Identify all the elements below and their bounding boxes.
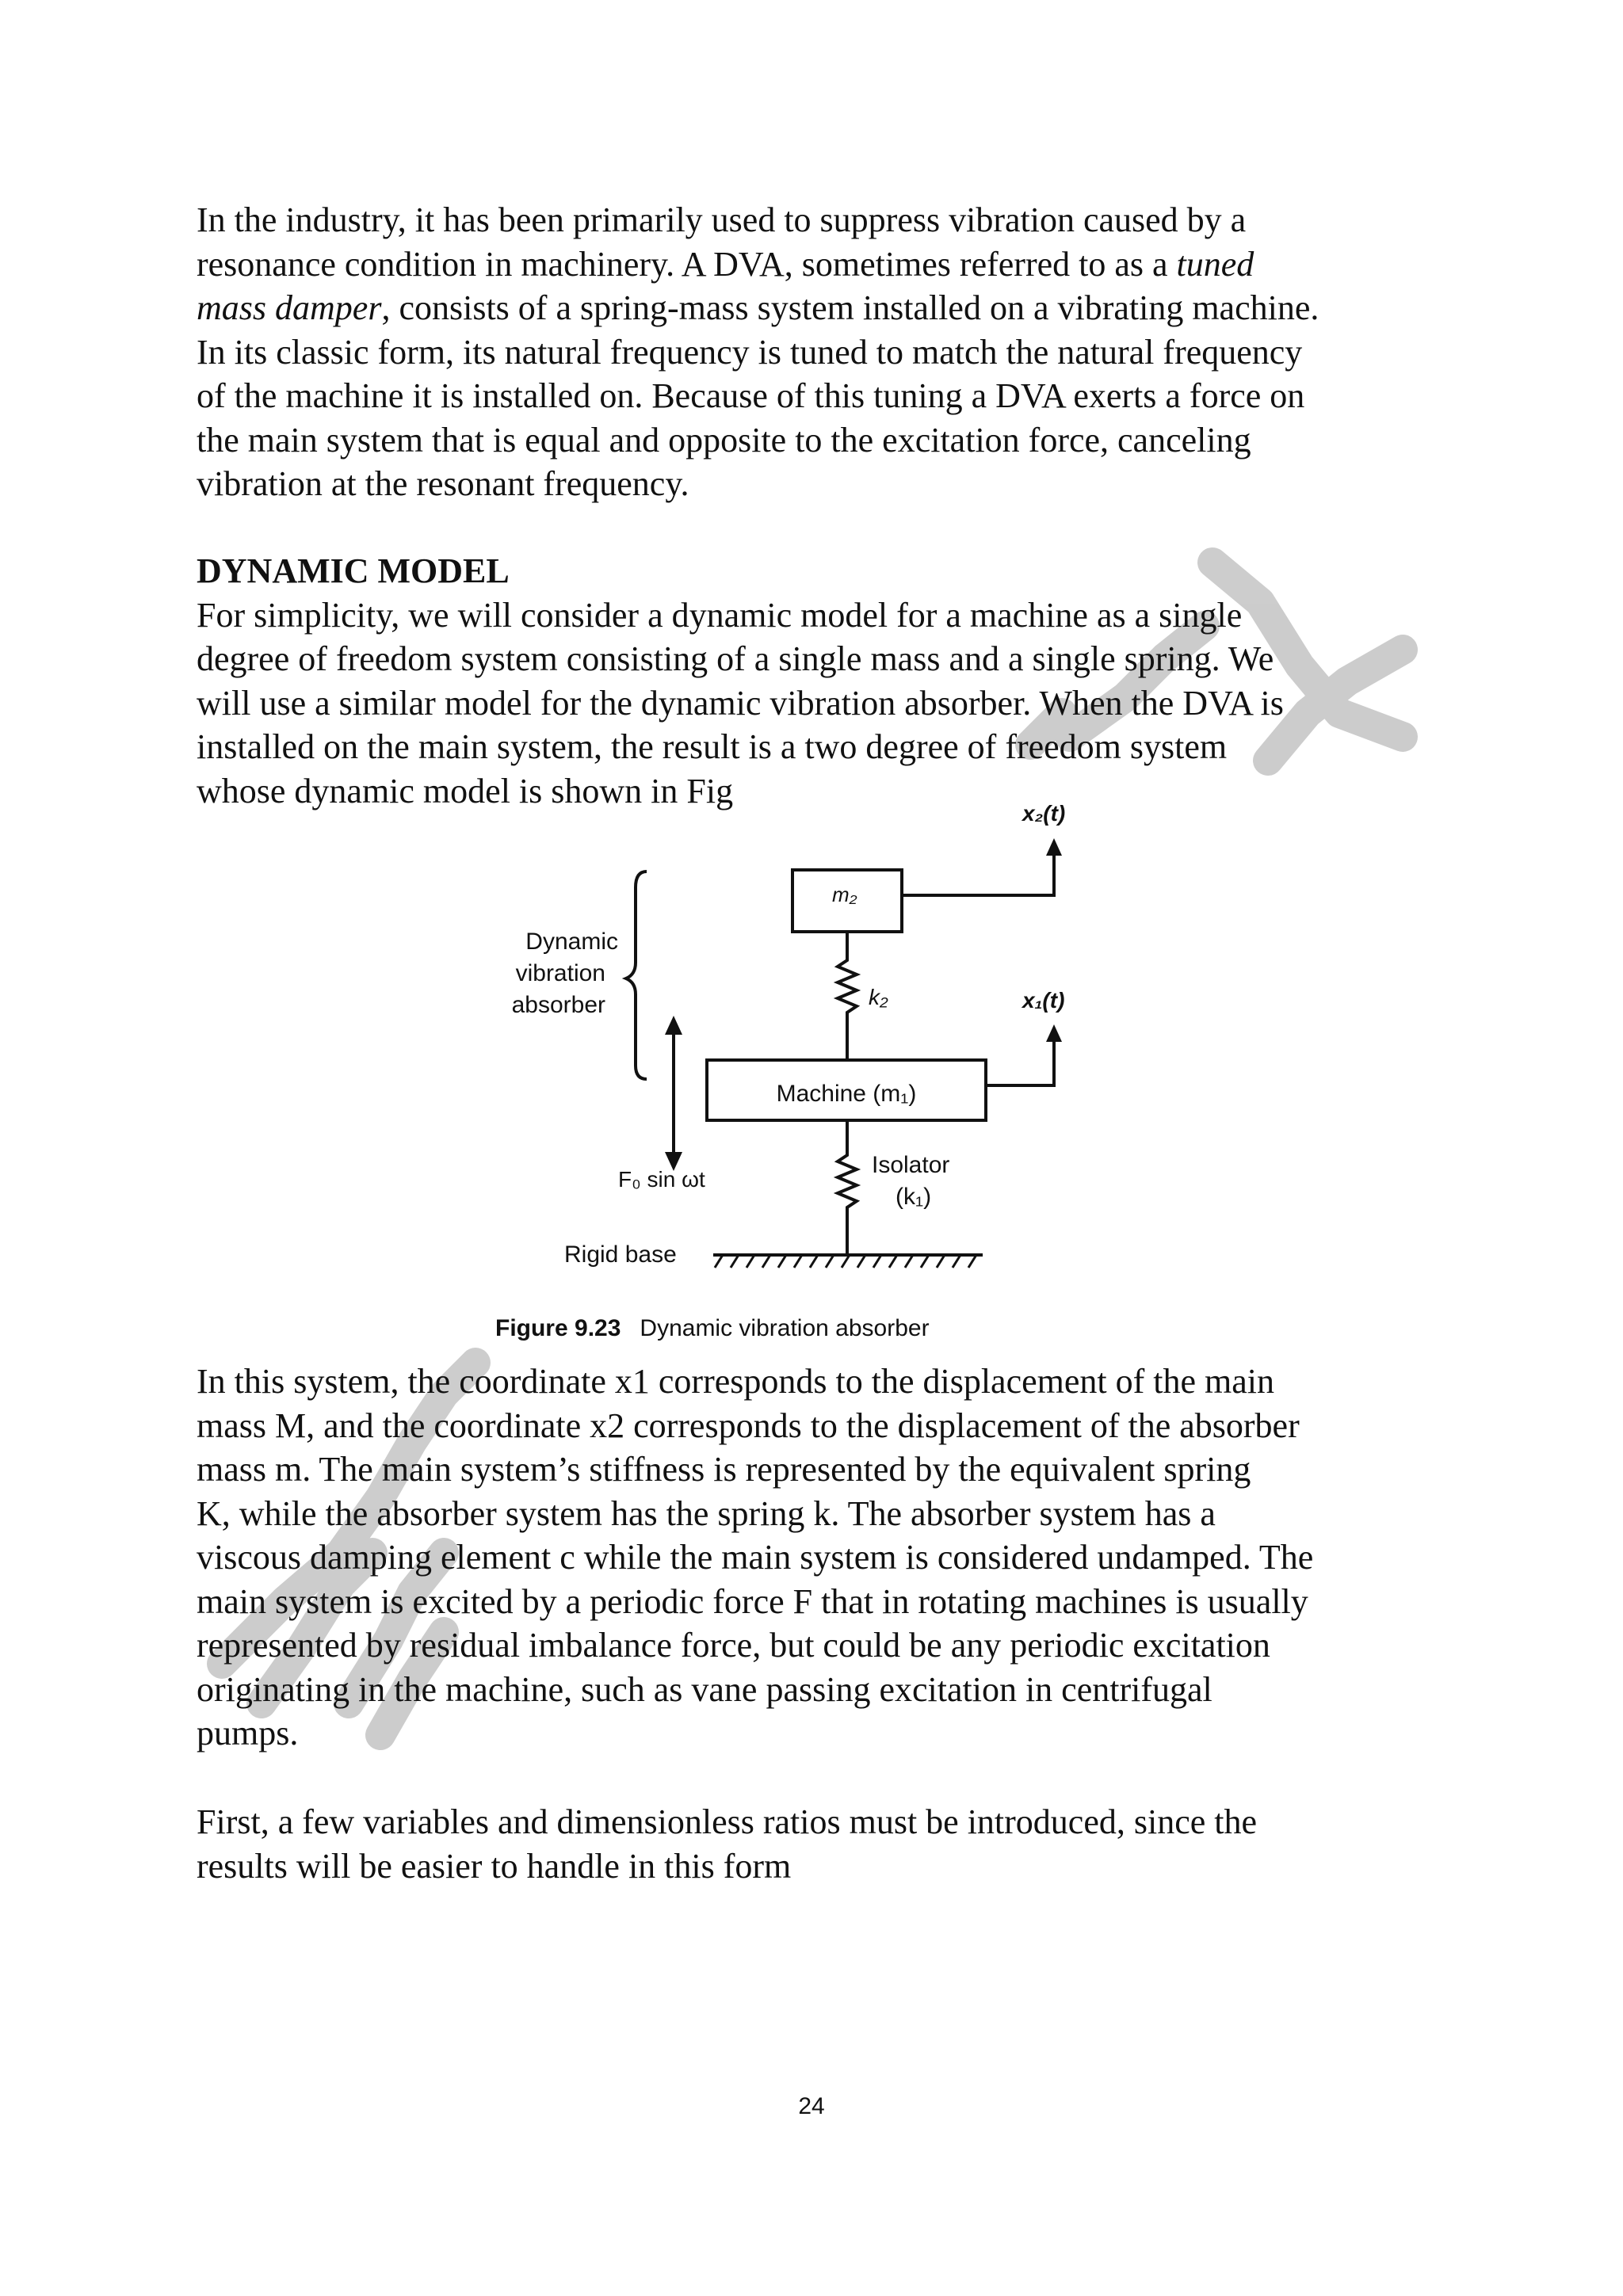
label-x2: x₂(t) [1022, 801, 1066, 826]
italic-term: mass damper [197, 288, 382, 327]
diagram-svg [428, 784, 1141, 1355]
caption-text: Dynamic vibration absorber [640, 1315, 930, 1341]
text-line: First, a few variables and dimensionless ratios must be introduced, since the [197, 1802, 1258, 1841]
section-dynamic-model [197, 549, 1433, 813]
label-isolator-1: Isolator [872, 1152, 950, 1178]
text-line: In the industry, it has been primarily used to suppress vibration caused by a [197, 200, 1247, 239]
text-line: degree of freedom system consisting of a single mass and a single spring. We [197, 639, 1274, 678]
x1-connector [986, 1038, 1054, 1085]
figure-caption [495, 1315, 930, 1342]
text-line: will use a similar model for the dynamic vibration absorber. When the DVA is [197, 683, 1284, 723]
spring-k2 [838, 932, 857, 1060]
text-line: mass M, and the coordinate x2 corresponds to the displacement of the absorber [197, 1405, 1300, 1445]
force-arrowhead-up [665, 1016, 682, 1035]
text-line: represented by residual imbalance force, but could be any periodic excitation [197, 1626, 1270, 1665]
text-line: vibration at the resonant frequency. [197, 464, 689, 503]
text-line: results will be easier to handle in this form [197, 1846, 792, 1886]
label-m2: m₂ [832, 883, 857, 906]
text-line [197, 242, 1433, 287]
label-isolator-2: (k₁) [896, 1184, 932, 1210]
text-line: mass m. The main system’s stiffness is represented by the equivalent spring [197, 1450, 1251, 1489]
caption-number: Figure 9.23 [495, 1315, 621, 1341]
x2-connector [902, 852, 1054, 895]
dva-brace [626, 871, 647, 1079]
text-segment: , consists of a spring-mass system installed on a vibrating machine. [381, 288, 1319, 327]
paragraph-system [197, 1360, 1433, 1756]
section-heading: DYNAMIC MODEL [197, 551, 510, 590]
text-line: main system is excited by a periodic force F that in rotating machines is usually [197, 1581, 1308, 1621]
text-line: In its classic form, its natural frequency is tuned to match the natural frequency [197, 332, 1303, 372]
paragraph-intro [197, 198, 1433, 506]
paragraph-first [197, 1800, 1433, 1888]
label-dva-3: absorber [511, 992, 605, 1018]
italic-term: tuned [1176, 244, 1254, 284]
text-line: of the machine it is installed on. Because of this tuning a DVA exerts a force on [197, 376, 1305, 415]
spring-k1 [838, 1120, 857, 1255]
label-machine: Machine (m₁) [776, 1081, 917, 1107]
text-line: K, while the absorber system has the spring k. The absorber system has a [197, 1493, 1216, 1533]
text-line: In this system, the coordinate x1 corresponds to the displacement of the main [197, 1362, 1275, 1401]
text-segment: resonance condition in machinery. A DVA, sometimes referred to as a [197, 244, 1177, 284]
text-line: installed on the main system, the result is a two degree of freedom system [197, 727, 1228, 766]
text-line: For simplicity, we will consider a dynamic model for a machine as a single [197, 595, 1243, 635]
text-line: pumps. [197, 1714, 299, 1753]
label-k2: k₂ [869, 985, 888, 1009]
x2-arrowhead [1046, 838, 1062, 856]
text-line [197, 286, 1433, 330]
label-dva-1: Dynamic [525, 929, 618, 955]
label-dva-2: vibration [515, 960, 605, 986]
text-line: originating in the machine, such as vane passing excitation in centrifugal [197, 1669, 1212, 1709]
figure-dva-diagram [428, 784, 1141, 1355]
text-line: viscous damping element c while the main system is considered undamped. The [197, 1538, 1314, 1577]
label-x1: x₁(t) [1022, 988, 1065, 1013]
text-line: whose dynamic model is shown in Fig [197, 771, 734, 810]
text-line: the main system that is equal and opposite to the excitation force, canceling [197, 420, 1251, 460]
label-force: F₀ sin ωt [618, 1167, 705, 1192]
x1-arrowhead [1046, 1024, 1062, 1042]
page-number: 24 [798, 2093, 825, 2119]
label-rigid-base: Rigid base [564, 1241, 677, 1268]
